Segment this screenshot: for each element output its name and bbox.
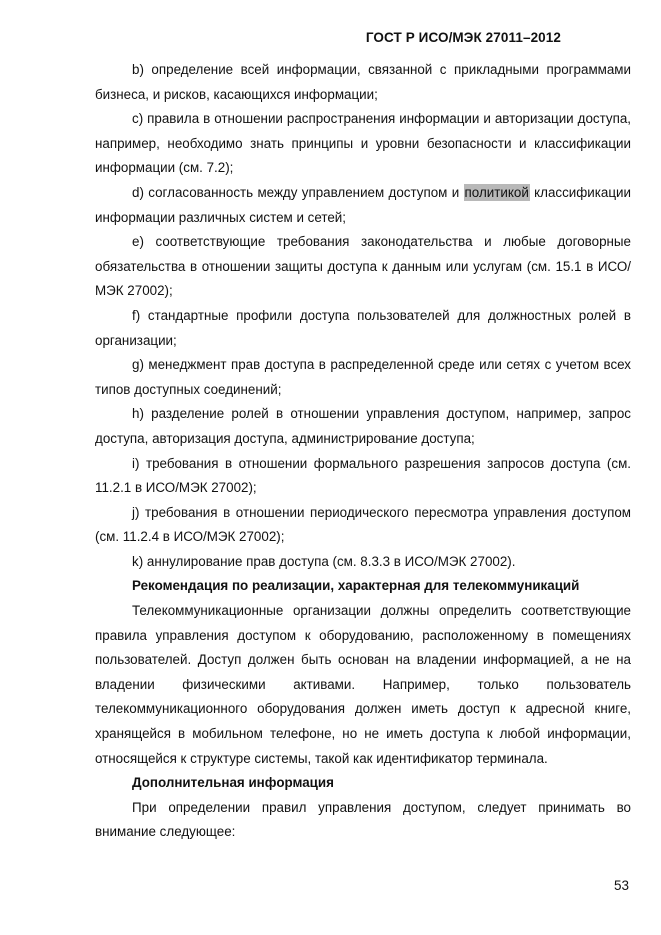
telecom-paragraph: Телекоммуникационные организации должны определить соответствующие правила управления доступом к оборудованию, расположенному в помещениях пользователей. Доступ должен быть основан на владении информацией, а не на владении физическими активами. Например, только пользователь телекоммуникационного оборудования должен иметь доступ к адресной книге, хранящейся в мобильном телефоне, но не иметь доступа к любой информации, относящейся к структуре системы, такой как идентификатор терминала. xyxy=(95,603,631,766)
list-item-g: g) менеджмент прав доступа в распределенной среде или сетях с учетом всех типов доступных соединений; xyxy=(95,357,631,397)
highlighted-word: политикой xyxy=(464,184,529,200)
telecom-heading: Рекомендация по реализации, характерная для телекоммуникаций xyxy=(132,578,580,594)
list-item-c: c) правила в отношении распространения информации и авторизации доступа, например, необходимо знать принципы и уровни безопасности и классификации информации (см. 7.2); xyxy=(95,111,631,176)
additional-info-paragraph: При определении правил управления доступом, следует принимать во внимание следующее: xyxy=(95,799,631,840)
list-item-d xyxy=(95,181,631,230)
document-body xyxy=(95,58,631,845)
list-item-d-end: классификации информации различных систем и сетей; xyxy=(95,184,631,225)
list-item-j: j) требования в отношении периодического пересмотра управления доступом (см. 11.2.4 в ИСО/МЭК 27002); xyxy=(95,504,631,545)
list-item-k: k) аннулирование прав доступа (см. 8.3.3 в ИСО/МЭК 27002). xyxy=(132,553,516,569)
list-item-d-start: d) согласованность между управлением доступом и xyxy=(132,184,464,200)
list-item-e: e) соответствующие требования законодательства и любые договорные обязательства в отношении защиты доступа к данным или услугам (см. 15.1 в ИСО/МЭК 27002); xyxy=(95,234,631,299)
page-number: 53 xyxy=(613,878,629,893)
list-item-f: f) стандартные профили доступа пользователей для должностных ролей в организации; xyxy=(95,307,631,348)
list-item-b: b) определение всей информации, связанной с прикладными программами бизнеса, и рисков, касающихся информации; xyxy=(95,62,631,102)
list-item-i: i) требования в отношении формального разрешения запросов доступа (см. 11.2.1 в ИСО/МЭК 27002); xyxy=(95,455,631,496)
list-item-h: h) разделение ролей в отношении управления доступом, например, запрос доступа, авторизация доступа, администрирование доступа; xyxy=(95,406,631,446)
document-header: ГОСТ Р ИСО/МЭК 27011–2012 xyxy=(365,30,561,45)
additional-info-heading: Дополнительная информация xyxy=(132,775,334,791)
